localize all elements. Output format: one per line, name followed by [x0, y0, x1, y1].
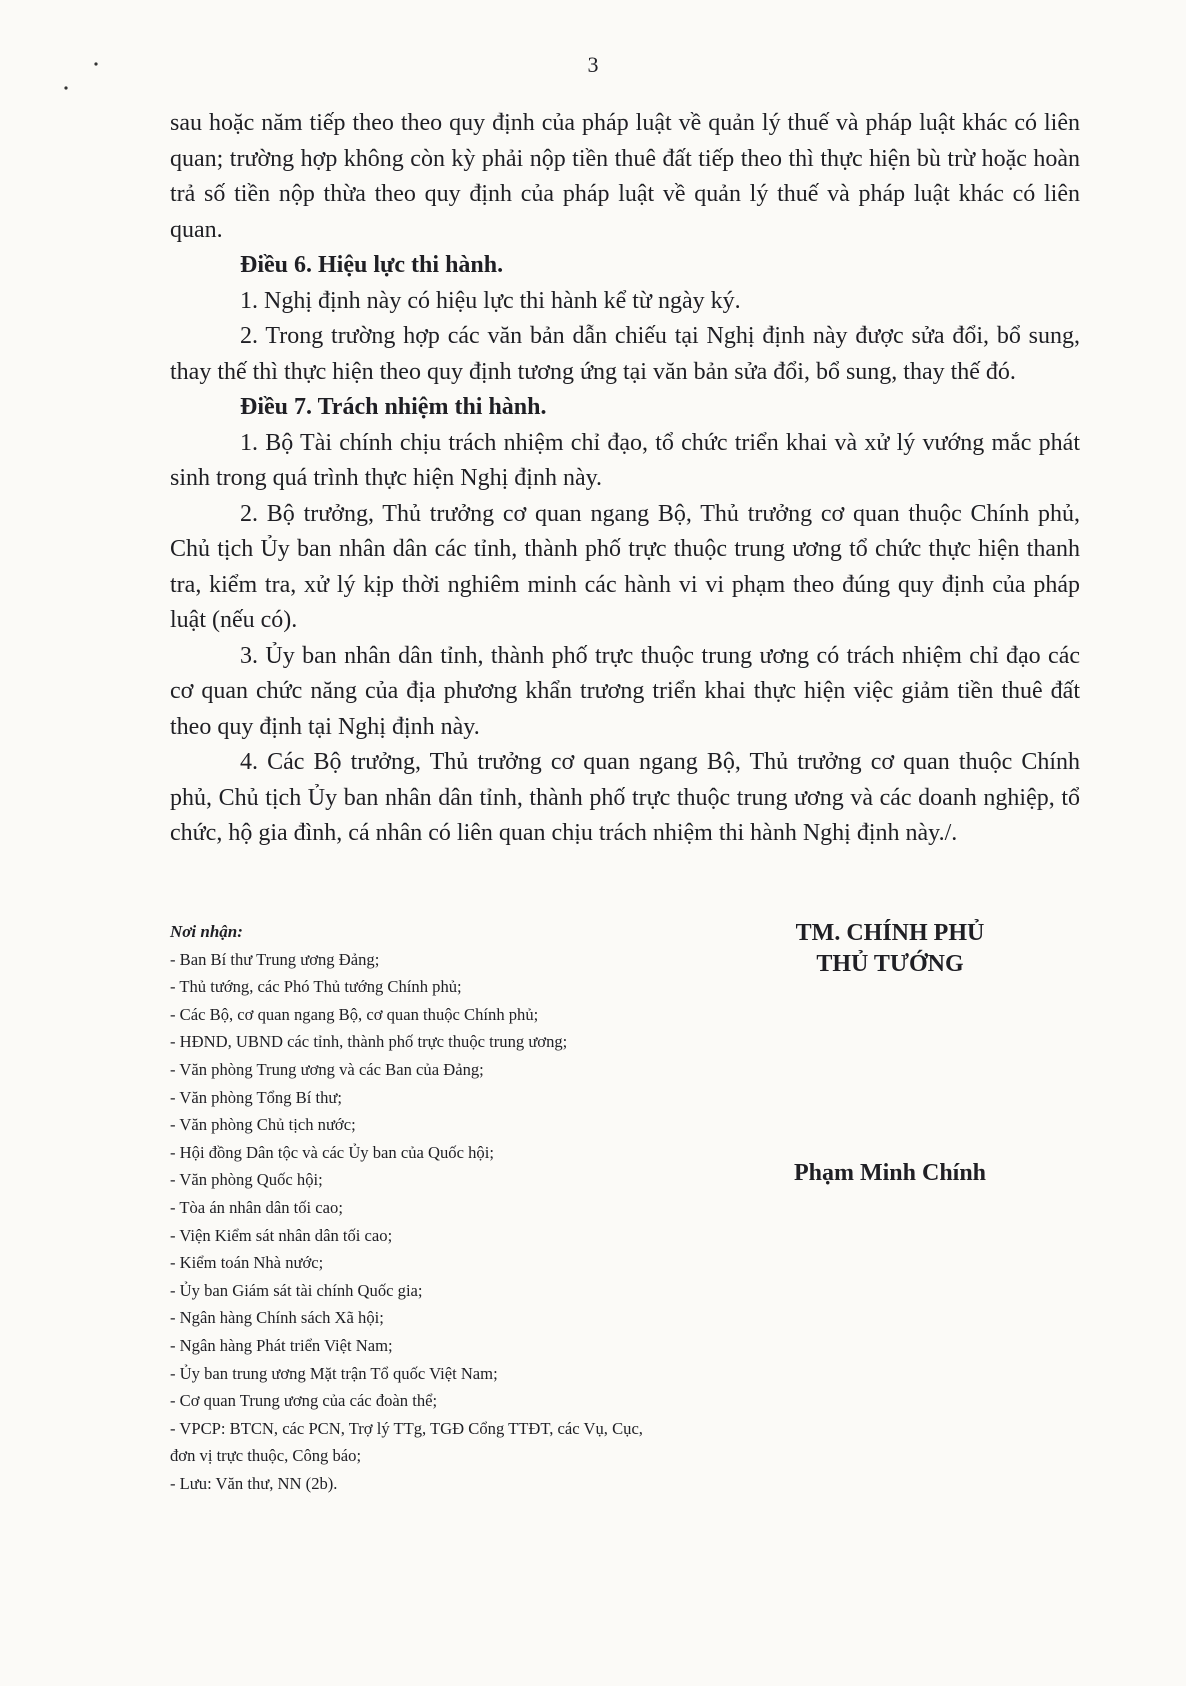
recipient-item: - HĐND, UBND các tỉnh, thành phố trực thuộc trung ương; [170, 1032, 568, 1052]
recipient-item: - Hội đồng Dân tộc và các Ủy ban của Quốc hội; [170, 1142, 494, 1162]
recipient-item: - Các Bộ, cơ quan ngang Bộ, cơ quan thuộc Chính phủ; [170, 1004, 539, 1024]
page-number: 3 [587, 52, 599, 77]
article-7-heading: Điều 7. Trách nhiệm thi hành. [240, 394, 547, 420]
recipient-item: - Viện Kiểm sát nhân dân tối cao; [170, 1225, 393, 1245]
article-7-clause-2: 2. Bộ trưởng, Thủ trưởng cơ quan ngang Bộ, Thủ trưởng cơ quan thuộc Chính phủ, Chủ tịch Ủy ban nhân dân các tỉnh, thành phố trực thuộc trung ương tổ chức thực hiện thanh tra, kiểm tra, xử lý kịp thời nghiêm minh các hành vi vi phạm theo đúng quy định của pháp luật (nếu có). [170, 500, 1080, 633]
signature-block [760, 918, 1020, 980]
recipient-item: - Ban Bí thư Trung ương Đảng; [170, 949, 380, 969]
recipient-item: - Cơ quan Trung ương của các đoàn thể; [170, 1391, 438, 1411]
recipients-block [170, 918, 670, 1497]
recipients-label: Nơi nhận: [170, 922, 243, 941]
recipient-item: - Ủy ban Giám sát tài chính Quốc gia; [170, 1280, 423, 1300]
continuation-paragraph: sau hoặc năm tiếp theo theo quy định của pháp luật về quản lý thuế và pháp luật khác có liên quan; trường hợp không còn kỳ phải nộp tiền thuê đất tiếp theo thì thực hiện bù trừ hoặc hoàn trả số tiền nộp thừa theo quy định của pháp luật về quản lý thuế và pháp luật khác có liên quan. [170, 110, 1080, 243]
recipient-item: - Tòa án nhân dân tối cao; [170, 1197, 343, 1217]
signature-line-2: THỦ TƯỚNG [816, 951, 964, 977]
article-6-clause-2: 2. Trong trường hợp các văn bản dẫn chiếu tại Nghị định này được sửa đổi, bổ sung, thay thế thì thực hiện theo quy định tương ứng tại văn bản sửa đổi, bổ sung, thay thế đó. [170, 323, 1080, 385]
scan-specks [60, 60, 110, 100]
recipient-item: - Văn phòng Quốc hội; [170, 1170, 323, 1190]
recipient-item: - VPCP: BTCN, các PCN, Trợ lý TTg, TGĐ Cổng TTĐT, các Vụ, Cục, đơn vị trực thuộc, Công báo; [170, 1418, 643, 1466]
signature-line-1: TM. CHÍNH PHỦ [795, 920, 985, 946]
signer-name: Phạm Minh Chính [793, 1160, 987, 1186]
document-body [170, 106, 1080, 852]
recipient-item: - Ngân hàng Phát triển Việt Nam; [170, 1335, 393, 1355]
article-7-clause-4: 4. Các Bộ trưởng, Thủ trưởng cơ quan ngang Bộ, Thủ trưởng cơ quan thuộc Chính phủ, Chủ tịch Ủy ban nhân dân tỉnh, thành phố trực thuộc trung ương và các doanh nghiệp, tổ chức, hộ gia đình, cá nhân có liên quan chịu trách nhiệm thi hành Nghị định này./. [170, 749, 1080, 846]
recipient-item: - Thủ tướng, các Phó Thủ tướng Chính phủ; [170, 977, 462, 997]
article-7-clause-1: 1. Bộ Tài chính chịu trách nhiệm chỉ đạo, tổ chức triển khai và xử lý vướng mắc phát sinh trong quá trình thực hiện Nghị định này. [170, 429, 1080, 491]
recipient-item: - Văn phòng Trung ương và các Ban của Đảng; [170, 1059, 484, 1079]
recipient-item: - Ủy ban trung ương Mặt trận Tổ quốc Việt Nam; [170, 1363, 498, 1383]
article-7-clause-3: 3. Ủy ban nhân dân tỉnh, thành phố trực thuộc trung ương có trách nhiệm chỉ đạo các cơ quan chức năng của địa phương khẩn trương triển khai thực hiện việc giảm tiền thuê đất theo quy định tại Nghị định này. [170, 642, 1080, 740]
recipients-list [170, 946, 670, 1498]
recipient-item: - Văn phòng Tổng Bí thư; [170, 1087, 343, 1107]
recipient-item: - Lưu: Văn thư, NN (2b). [170, 1473, 338, 1493]
article-6-heading: Điều 6. Hiệu lực thi hành. [240, 252, 504, 278]
article-6-clause-1: 1. Nghị định này có hiệu lực thi hành kể từ ngày ký. [240, 287, 741, 314]
recipient-item: - Kiểm toán Nhà nước; [170, 1253, 324, 1273]
recipient-item: - Văn phòng Chủ tịch nước; [170, 1115, 356, 1135]
recipient-item: - Ngân hàng Chính sách Xã hội; [170, 1308, 384, 1328]
